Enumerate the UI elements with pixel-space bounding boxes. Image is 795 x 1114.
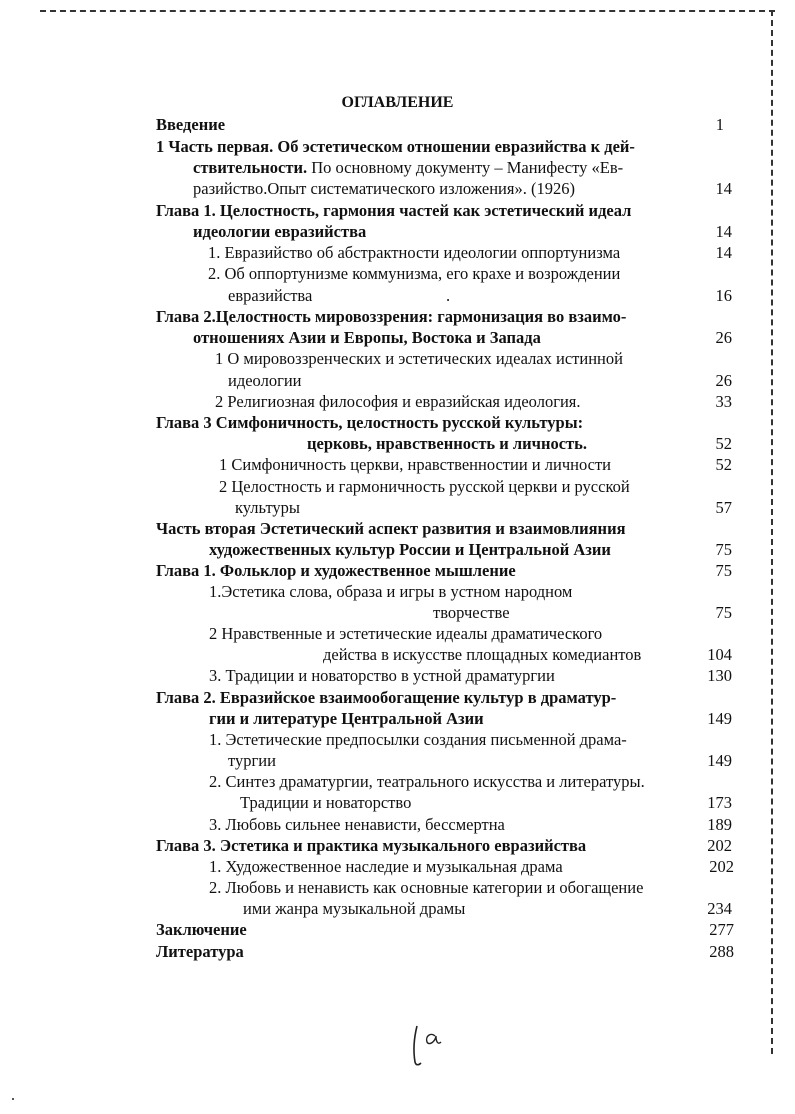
toc-entry-chapter: Глава 1. Целостность, гармония частей как эстетический идеал [156, 201, 632, 220]
toc-entry-chapter: Глава 3 Симфоничность, целостность русской культуры: [156, 413, 584, 432]
toc-entry-chapter-cont: отношениях Азии и Европы, Востока и Запада [193, 328, 541, 347]
toc-entry-section: 1. Евразийство об абстрактности идеологии оппортунизма [208, 243, 621, 262]
toc-entry-section-cont: идеологии [228, 371, 302, 390]
toc-entry-chapter: Глава 2. Евразийское взаимообогащение культур в драматур- [156, 688, 617, 707]
toc-entry-section: 2. Синтез драматургии, театрального искусства и литературы. [209, 772, 645, 791]
toc-page-number: 52 [715, 434, 732, 453]
toc-page-number: 14 [715, 222, 732, 241]
toc-page-number: 75 [715, 540, 732, 559]
toc-entry-chapter-cont: церковь, нравственность и личность. [307, 434, 588, 453]
toc-page-number: 57 [715, 498, 732, 517]
toc-entry-part-two-cont: художественных культур России и Центральной Азии [209, 540, 611, 559]
toc-page-number: 16 [715, 286, 732, 305]
toc-page-number: 14 [715, 243, 732, 262]
scan-border-right [771, 10, 773, 1054]
toc-entry-section-cont: тургии [228, 751, 276, 770]
toc-entry-chapter-cont: идеологии евразийства [193, 222, 367, 241]
toc-entry-section-cont: культуры [235, 498, 301, 517]
toc-entry-section: 1 О мировоззренческих и эстетических идеалах истинной [215, 349, 623, 368]
toc-page-number: 33 [715, 392, 732, 411]
toc-entry-section-cont: евразийства [228, 286, 313, 305]
toc-page-number: 26 [715, 328, 732, 347]
toc-page-number: 234 [707, 899, 732, 918]
toc-page-number: 26 [715, 371, 732, 390]
toc-page-number: 1 [715, 115, 724, 134]
toc-entry-part-two: Часть вторая Эстетический аспект развития и взаимовлияния [156, 519, 626, 538]
page-title: ОГЛАВЛЕНИЕ [341, 94, 454, 111]
toc-page-number: 149 [707, 751, 732, 770]
toc-entry-section-cont: ими жанра музыкальной драмы [243, 899, 466, 918]
toc-entry-chapter-cont: гии и литературе Центральной Азии [209, 709, 484, 728]
toc-entry-section: 3. Любовь сильнее ненависти, бессмертна [209, 815, 505, 834]
toc-entry-section: 1.Эстетика слова, образа и игры в устном народном [209, 582, 573, 601]
toc-entry-section: 2. Любовь и ненависть как основные категории и обогащение [209, 878, 644, 897]
toc-entry-section-cont: Традиции и новаторство [240, 793, 412, 812]
toc-entry-chapter: Глава 3. Эстетика и практика музыкального евразийства [156, 836, 587, 855]
toc-page-number: 202 [709, 857, 734, 876]
toc-entry-section-cont: действа в искусстве площадных комедиантов [323, 645, 642, 664]
toc-page-number: 75 [715, 561, 732, 580]
toc-entry-introduction: Введение [156, 115, 226, 134]
toc-entry-chapter: Глава 2.Целостность мировоззрения: гармонизация во взаимо- [156, 307, 627, 326]
toc-entry-section: 2 Религиозная философия и евразийская идеология. [215, 392, 581, 411]
toc-page-number: 130 [707, 666, 732, 685]
toc-page-number: 52 [715, 455, 732, 474]
toc-page-number: 104 [707, 645, 732, 664]
toc-page-number: 75 [715, 603, 732, 622]
toc-page-number: 202 [707, 836, 732, 855]
toc-page-number: 288 [709, 942, 734, 961]
toc-entry-part-one-cont2: разийство.Опыт систематического изложения». (1926) [193, 179, 575, 198]
toc-page-number: 189 [707, 815, 732, 834]
scan-border-top [40, 10, 775, 12]
toc-entry-part-one-cont: ствительности. По основному документу – Манифесту «Ев- [193, 158, 624, 177]
handwritten-page-mark [405, 1018, 465, 1078]
toc-entry-part-one: 1 Часть первая. Об эстетическом отношении евразийства к дей- [156, 137, 635, 156]
toc-page-number: 277 [709, 920, 734, 939]
toc-entry-section: 2 Целостность и гармоничность русской церкви и русской [219, 477, 630, 496]
toc-entry-section: 1. Художественное наследие и музыкальная драма [209, 857, 563, 876]
toc-page-number: 14 [715, 179, 732, 198]
scan-speck [12, 1098, 14, 1100]
toc-entry-section: 2. Об оппортунизме коммунизма, его крахе и возрождении [208, 264, 621, 283]
toc-entry-section-cont: творчестве [433, 603, 510, 622]
toc-entry-chapter: Глава 1. Фольклор и художественное мышление [156, 561, 516, 580]
toc-entry-section: 3. Традиции и новаторство в устной драматургии [209, 666, 555, 685]
toc-entry-section: 1 Симфоничность церкви, нравственностии и личности [219, 455, 611, 474]
toc-entry-conclusion: Заключение [156, 920, 247, 939]
toc-entry-bibliography: Литература [156, 942, 244, 961]
toc-page-number: 173 [707, 793, 732, 812]
stray-dot: . [446, 286, 451, 305]
toc-page-number: 149 [707, 709, 732, 728]
toc-entry-section: 1. Эстетические предпосылки создания письменной драма- [209, 730, 627, 749]
toc-entry-section: 2 Нравственные и эстетические идеалы драматического [209, 624, 603, 643]
